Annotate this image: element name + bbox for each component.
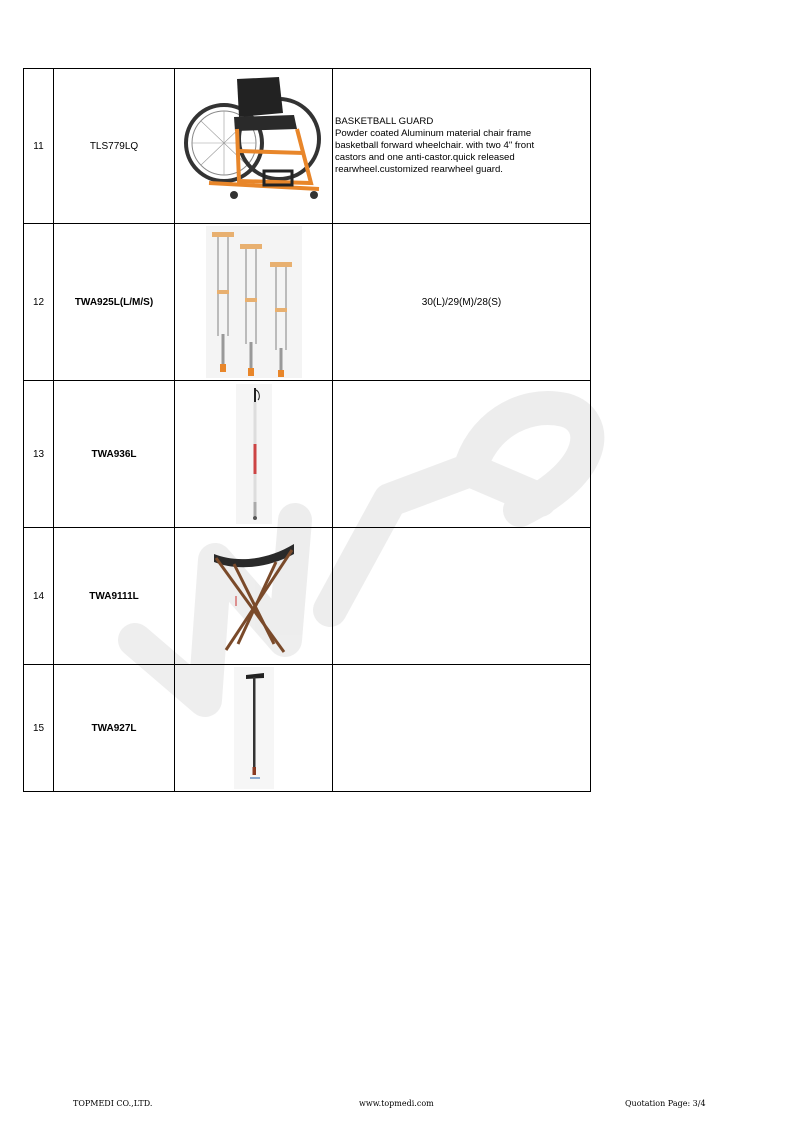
row-number: 14 xyxy=(24,528,54,665)
description-cell xyxy=(333,665,591,792)
description-cell xyxy=(333,69,591,224)
footer-company: TOPMEDI CO.,LTD. xyxy=(73,1099,153,1108)
wheelchair-image xyxy=(179,71,329,221)
description-line: rearwheel.customized rearwheel guard. xyxy=(335,164,503,175)
description-line: BASKETBALL GUARD xyxy=(335,116,434,127)
white-cane-image xyxy=(236,384,272,524)
table-row xyxy=(24,224,591,381)
footer-page-number: Quotation Page: 3/4 xyxy=(625,1099,706,1108)
row-number: 11 xyxy=(24,69,54,224)
footer-website: www.topmedi.com xyxy=(359,1099,434,1108)
row-number: 12 xyxy=(24,224,54,381)
description-cell xyxy=(333,528,591,665)
model-number: TWA925L(L/M/S) xyxy=(54,224,175,381)
product-image-cell xyxy=(175,224,333,381)
model-number: TWA927L xyxy=(54,665,175,792)
model-number: TWA9111L xyxy=(54,528,175,665)
product-image-cell xyxy=(175,381,333,528)
model-number: TLS779LQ xyxy=(54,69,175,224)
walking-stick-image xyxy=(234,667,274,789)
model-number: TWA936L xyxy=(54,381,175,528)
table-row xyxy=(24,665,591,792)
product-image-cell xyxy=(175,665,333,792)
product-table xyxy=(23,68,591,792)
description-cell xyxy=(333,381,591,528)
description-line: castors and one anti-castor.quick released xyxy=(335,152,515,163)
description-cell: 30(L)/29(M)/28(S) xyxy=(333,224,591,381)
table-row xyxy=(24,69,591,224)
folding-seat-cane-image xyxy=(204,532,304,660)
product-image-cell xyxy=(175,69,333,224)
description-line: basketball forward wheelchair. with two 4" front xyxy=(335,140,535,151)
description-line: Powder coated Aluminum material chair frame xyxy=(335,128,532,139)
product-image-cell xyxy=(175,528,333,665)
table-row xyxy=(24,381,591,528)
table-row xyxy=(24,528,591,665)
crutches-image xyxy=(206,226,302,378)
row-number: 15 xyxy=(24,665,54,792)
row-number: 13 xyxy=(24,381,54,528)
